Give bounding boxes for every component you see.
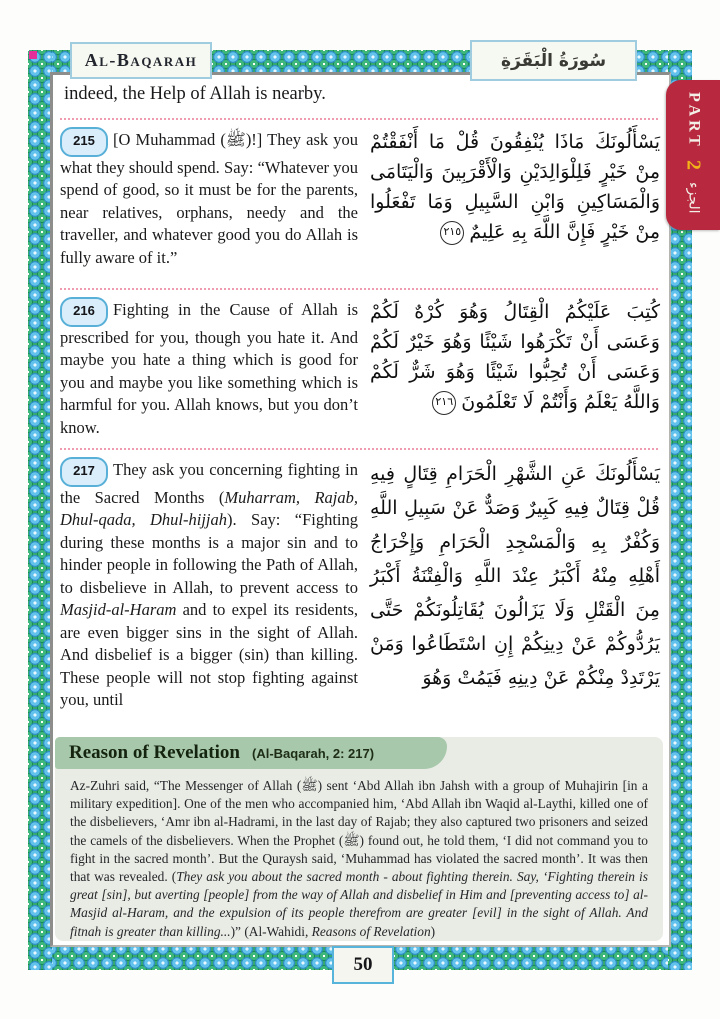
verse-block-216 — [60, 297, 660, 439]
reason-text: )” (Al-Wahidi, — [230, 923, 312, 939]
verse-number-badge: 215 — [60, 127, 108, 157]
verse-continuation-text: indeed, the Help of Allah is nearby. — [64, 84, 326, 104]
verse-english-text-italic: Masjid-al-Haram — [60, 600, 177, 619]
page-number-box — [332, 946, 394, 984]
verse-block-215 — [60, 127, 660, 269]
reason-text-italic: They ask you about the sacred month - about fighting therein. Say, ‘Fighting therein is great [sin], but averting [people] from the way of Allah and disbelief in Him and [preventing access to] al-Masjid al-Haram, and the expulsion of its people therefrom are greater [evil] in the sight of Allah. And fitnah is greater than killing... — [70, 869, 648, 939]
reason-text: ) — [430, 923, 436, 939]
verse-number-badge: 216 — [60, 297, 108, 327]
verse-english-text-italic: Muharram, Rajab, Dhul-qada, Dhul-hijjah — [60, 487, 358, 529]
verse-translation-215 — [60, 127, 358, 269]
corner-accent — [29, 51, 37, 59]
dotted-separator — [60, 448, 658, 450]
verse-block-217 — [60, 457, 660, 712]
dotted-separator — [60, 288, 658, 290]
reason-text-italic: Reasons of Revelation — [311, 923, 431, 939]
part-tab — [666, 80, 720, 230]
verse-arabic-217 — [370, 457, 660, 712]
arabic-text: كُتِبَ عَلَيْكُمُ الْقِتَالُ وَهُوَ كُرْهٌ لَكُمْ وَعَسَى أَنْ تَكْرَهُوا شَيْئًا وَهُوَ خَيْرٌ لَكُمْ وَعَسَى أَنْ تُحِبُّوا شَيْئًا وَهُوَ شَرٌّ لَكُمْ وَاللَّهُ يَعْلَمُ وَأَنْتُمْ لَا تَعْلَمُونَ — [370, 301, 660, 413]
verse-english-text: Fighting in the Cause of Allah is prescribed for you, though you hate it. And maybe you hate a thing which is good for you and maybe you like something which is harmful for you. Allah knows, but you don’t know. — [60, 300, 358, 437]
ornamental-border-left — [28, 50, 52, 970]
page-number: 50 — [353, 954, 373, 975]
reason-text: Az-Zuhri said, “The Messenger of Allah (ﷺ) sent ‘Abd Allah ibn Jahsh with a group of Muhajirin [in a military expedition]. One of the men who accompanied him, ‘Abd Allah ibn Waqid al-Laythi, killed one of the disbelievers, ‘Amr ibn al-Hadrami, in the last day of Rajab; they also captured two prisoners and seized the camels of the disbelievers. When the Prophet (ﷺ) found out, he told them, ‘I did not command you to fight in the sacred month’. But the Quraysh said, ‘Muhammad has violated the sacred month’. It was then that was revealed. ( — [70, 778, 649, 885]
verse-english-text: ). Say: “Fighting during these months is a major sin and to hinder people in following the Path of Allah, to disbelieve in Allah, to prevent access to — [60, 510, 358, 597]
reason-reference: (Al-Baqarah, 2: 217) — [251, 745, 375, 761]
verse-translation-217 — [60, 457, 358, 712]
reason-title: Reason of Revelation — [69, 742, 240, 763]
ayah-end-marker: ٢١٦ — [432, 391, 456, 415]
verse-translation-216 — [60, 297, 358, 439]
surah-title-arabic: سُورَةُ الْبَقَرَةِ — [500, 50, 607, 71]
surah-title-english: Al-Baqarah — [84, 50, 198, 70]
dotted-separator — [60, 118, 658, 120]
surah-title-box-english — [70, 42, 212, 79]
verse-number-badge: 217 — [60, 457, 108, 487]
part-tab-text — [682, 92, 705, 213]
verse-english-text: They ask you concerning fighting in the Sacred Months ( — [60, 460, 358, 507]
part-label-arabic: الجزء — [685, 181, 702, 214]
reason-of-revelation-section — [55, 737, 663, 941]
reason-body-text — [70, 777, 648, 941]
verse-arabic-215 — [370, 127, 660, 269]
part-number: 2 — [682, 159, 705, 170]
surah-title-box-arabic — [470, 40, 637, 81]
part-label: PART — [685, 92, 703, 150]
reason-of-revelation-header — [55, 737, 447, 769]
verse-english-text: and to expel its residents, are even bigger sins in the sight of Allah. And disbelief is a bigger (sin) than killing. These people will not stop fighting against you, until — [60, 600, 358, 709]
arabic-text: يَسْأَلُونَكَ عَنِ الشَّهْرِ الْحَرَامِ قِتَالٍ فِيهِ قُلْ قِتَالٌ فِيهِ كَبِيرٌ وَصَدٌّ عَنْ سَبِيلِ اللَّهِ وَكُفْرٌ بِهِ وَالْمَسْجِدِ الْحَرَامِ وَإِخْرَاجُ أَهْلِهِ مِنْهُ أَكْبَرُ عِنْدَ اللَّهِ وَالْفِتْنَةُ أَكْبَرُ مِنَ الْقَتْلِ وَلَا يَزَالُونَ يُقَاتِلُونَكُمْ حَتَّى يَرُدُّوكُمْ عَنْ دِينِكُمْ إِنِ اسْتَطَاعُوا وَمَنْ يَرْتَدِدْ مِنْكُمْ عَنْ دِينِهِ فَيَمُتْ وَهُوَ — [370, 463, 660, 689]
verse-english-text: [O Muhammad (ﷺ)!] They ask you what they should spend. Say: “Whatever you spend of good, so it must be for the parents, near relatives, orphans, needy and the traveller, and whatever good you do Allah is fully aware of it.” — [60, 130, 358, 267]
verse-arabic-216 — [370, 297, 660, 439]
arabic-text: يَسْأَلُونَكَ مَاذَا يُنْفِقُونَ قُلْ مَا أَنْفَقْتُمْ مِنْ خَيْرٍ فَلِلْوَالِدَيْنِ وَالْأَقْرَبِينَ وَالْيَتَامَى وَالْمَسَاكِينِ وَابْنِ السَّبِيلِ وَمَا تَفْعَلُوا مِنْ خَيْرٍ فَإِنَّ اللَّهَ بِهِ عَلِيمٌ — [370, 131, 660, 243]
ayah-end-marker: ٢١٥ — [440, 221, 464, 245]
